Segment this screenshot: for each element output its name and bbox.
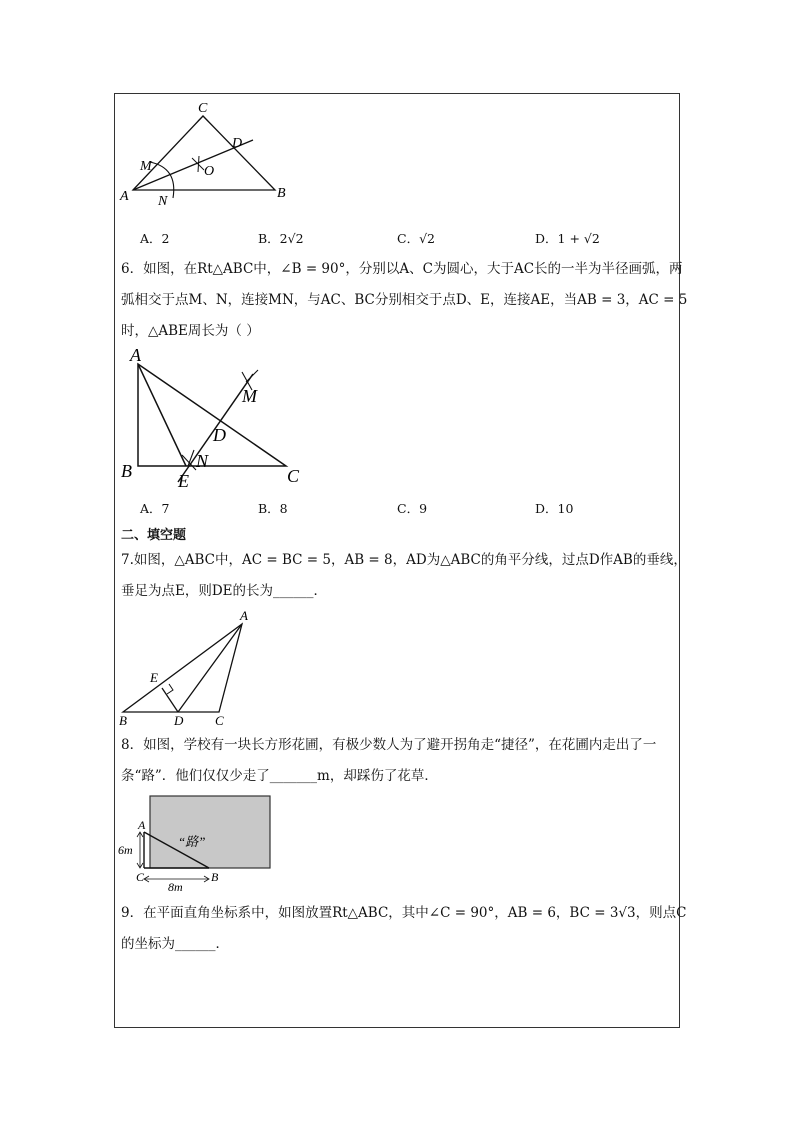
q6-option-d[interactable]: D．10	[535, 501, 574, 516]
label-c: C	[215, 713, 224, 726]
q5-option-a[interactable]: A．2	[140, 231, 170, 246]
label-c: C	[287, 466, 300, 486]
figure-q6	[118, 342, 318, 492]
q5-option-d[interactable]: D．1 + √2	[535, 231, 600, 246]
label-b: B	[277, 186, 286, 201]
label-b: B	[211, 870, 219, 884]
figure-q5	[118, 100, 298, 210]
label-c: C	[198, 101, 208, 116]
label-a: A	[240, 608, 248, 623]
label-e: E	[178, 471, 189, 491]
label-e: E	[150, 670, 158, 685]
label-m: M	[140, 159, 152, 174]
label-a: A	[130, 345, 141, 365]
label-c: C	[136, 870, 145, 884]
q8-text-line1: 8．如图，学校有一块长方形花圃，有极少数人为了避开拐角走“捷径”，在花圃内走出了一	[121, 737, 657, 753]
flower-bed	[150, 796, 270, 868]
length-6m: 6m	[118, 843, 133, 857]
label-b: B	[121, 461, 132, 481]
label-a: A	[138, 818, 146, 832]
label-b: B	[119, 713, 127, 726]
q5-option-c[interactable]: C．√2	[397, 231, 435, 246]
q6-text-line3: 时，△ABE周长为（ ）	[121, 323, 260, 339]
q5-option-b[interactable]: B．2√2	[258, 231, 304, 246]
figure-q7	[118, 606, 268, 726]
q8-text-line2: 条“路”．他们仅仅少走了_______m，却踩伤了花草．	[121, 768, 438, 784]
q9-text-line1: 9．在平面直角坐标系中，如图放置Rt△ABC，其中∠C = 90°，AB = 6，BC = 3√3，则点C	[121, 905, 687, 921]
q7-text-line1: 7.如图，△ABC中，AC = BC = 5，AB = 8，AD为△ABC的角平分线，过点D作AB的垂线，	[121, 552, 687, 568]
label-d: D	[174, 713, 184, 726]
label-d: D	[213, 425, 226, 445]
q6-text-line1: 6．如图，在Rt△ABC中，∠B = 90°，分别以A、C为圆心，大于AC长的一半为半径画弧，两	[121, 261, 683, 277]
q6-option-a[interactable]: A．7	[140, 501, 170, 516]
label-o: O	[204, 164, 215, 179]
label-a: A	[120, 189, 129, 204]
q7-text-line2: 垂足为点E，则DE的长为______．	[121, 583, 328, 599]
label-m: M	[242, 386, 257, 406]
label-n: N	[196, 451, 209, 471]
q6-text-line2: 弧相交于点M、N，连接MN，与AC、BC分别相交于点D、E，连接AE，当AB = 3，AC = 5	[121, 292, 688, 308]
q6-option-b[interactable]: B．8	[258, 501, 288, 516]
section-heading-fill-in: 二、填空题	[121, 528, 187, 543]
q9-text-line2: 的坐标为______．	[121, 936, 229, 952]
label-d: D	[232, 136, 243, 151]
length-8m: 8m	[168, 880, 183, 892]
road-label: “路”	[178, 834, 206, 849]
q6-option-c[interactable]: C．9	[397, 501, 428, 516]
label-n: N	[158, 194, 168, 209]
figure-q8	[116, 792, 276, 892]
